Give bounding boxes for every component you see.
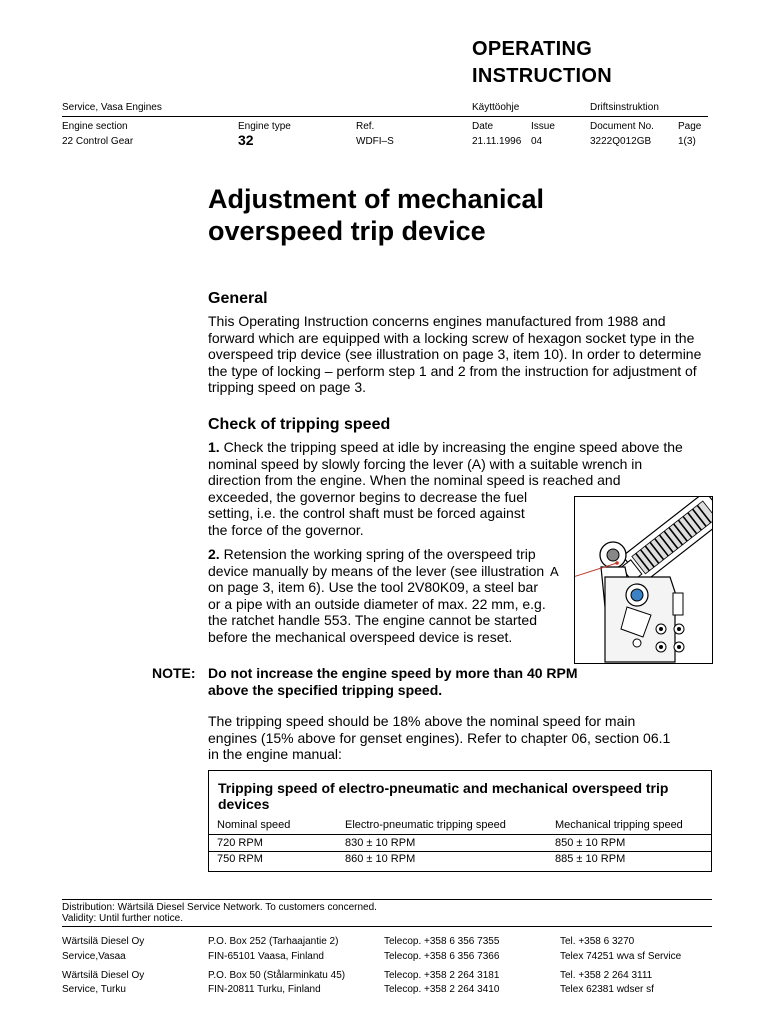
step1-line: 1. Check the tripping speed at idle by increasing the engine speed above the bbox=[208, 439, 683, 455]
ref-value: WDFI–S bbox=[356, 136, 394, 147]
date-value: 21.11.1996 bbox=[472, 136, 522, 147]
document-type-line2: INSTRUCTION bbox=[472, 65, 612, 87]
vasa-telecop-2: Telecop. +358 6 356 7366 bbox=[384, 951, 500, 962]
step1-line: nominal speed by slowly forcing the lever (A) with a suitable wrench in bbox=[208, 455, 643, 472]
finnish-doc-type: Käyttöohje bbox=[472, 102, 520, 113]
tripping-speed-paragraph: The tripping speed should be 18% above the nominal speed for main engines (15% above for genset engines). Refer to chapter 06, section 06.1 in the engine manual: bbox=[208, 713, 671, 762]
table-title: Tripping speed of electro-pneumatic and mechanical overspeed trip devices bbox=[218, 780, 669, 812]
page-title-line2: overspeed trip device bbox=[208, 216, 486, 246]
turku-telex: Telex 62381 wdser sf bbox=[560, 984, 654, 995]
document-type-line1: OPERATING bbox=[472, 38, 593, 60]
step2-line: on page 3, item 6). Use the tool 2V80K09, a steel bar bbox=[208, 579, 538, 595]
issue-value: 04 bbox=[531, 136, 543, 147]
document-no-label: Document No. bbox=[590, 121, 654, 132]
turku-service: Service, Turku bbox=[62, 984, 126, 995]
step2-line: device manually by means of the lever (see illustration bbox=[208, 562, 545, 579]
document-type-title bbox=[472, 36, 612, 90]
page-title-line1: Adjustment of mechanical bbox=[208, 184, 545, 214]
distribution: Distribution: Wärtsilä Diesel Service Network. To customers concerned. bbox=[62, 902, 377, 913]
page-value: 1(3) bbox=[678, 136, 696, 147]
turku-po-box: P.O. Box 50 (Stålarminkatu 45) bbox=[208, 970, 346, 981]
step2-line: before the mechanical overspeed device is reset. bbox=[208, 628, 513, 645]
document-no-value: 3222Q012GB bbox=[590, 136, 652, 147]
turku-telecop-1: Telecop. +358 2 264 3181 bbox=[384, 970, 500, 981]
page-label: Page bbox=[678, 121, 702, 132]
step2-paragraph bbox=[208, 546, 546, 645]
tripping-speed-table bbox=[208, 770, 712, 872]
vasa-telecop-1: Telecop. +358 6 356 7355 bbox=[384, 936, 500, 947]
table-row-divider bbox=[209, 834, 711, 835]
vasa-tel: Tel. +358 6 3270 bbox=[560, 936, 635, 947]
footer-rule-top bbox=[62, 899, 712, 900]
step1-line: the force of the governor. bbox=[208, 521, 364, 538]
table-header-cell: Electro-pneumatic tripping speed bbox=[345, 819, 506, 831]
turku-telecop-2: Telecop. +358 2 264 3410 bbox=[384, 984, 500, 995]
step1-number: 1. bbox=[208, 439, 220, 455]
swedish-doc-type: Driftsinstruktion bbox=[590, 102, 659, 113]
vasa-service: Service,Vasaa bbox=[62, 951, 126, 962]
step1-line: direction from the engine. When the nominal speed is reached and bbox=[208, 472, 621, 488]
step2-line: 2. Retension the working spring of the overspeed trip bbox=[208, 546, 536, 562]
engine-type-label: Engine type bbox=[238, 121, 291, 132]
page-title bbox=[208, 183, 544, 247]
turku-company: Wärtsilä Diesel Oy bbox=[62, 970, 145, 981]
table-row-divider bbox=[209, 851, 711, 852]
step2-number: 2. bbox=[208, 546, 220, 562]
department: Service, Vasa Engines bbox=[62, 102, 162, 113]
footer-rule-bottom bbox=[62, 926, 712, 927]
vasa-company: Wärtsilä Diesel Oy bbox=[62, 936, 145, 947]
vasa-telex: Telex 74251 wva sf Service bbox=[560, 951, 682, 962]
table-cell: 860 ± 10 RPM bbox=[345, 853, 416, 865]
vasa-city: FIN-65101 Vaasa, Finland bbox=[208, 951, 324, 962]
table-cell: 720 RPM bbox=[217, 837, 263, 849]
overspeed-device-drawing bbox=[575, 497, 712, 663]
table-header-cell: Mechanical tripping speed bbox=[555, 819, 683, 831]
table-cell: 885 ± 10 RPM bbox=[555, 853, 626, 865]
engine-section-label: Engine section bbox=[62, 121, 128, 132]
table-cell: 850 ± 10 RPM bbox=[555, 837, 626, 849]
ref-label: Ref. bbox=[356, 121, 375, 132]
general-paragraph: This Operating Instruction concerns engines manufactured from 1988 and forward which are equipped with a locking screw of hexagon socket type in the overspeed trip device (see illustration on page 3, item 10). In order to determine the type of locking – perform step 1 and 2 from the instruction for adjustment of tripping speed on page 3. bbox=[208, 313, 702, 395]
note-label: NOTE: bbox=[152, 665, 196, 681]
engine-type-value: 32 bbox=[238, 132, 254, 148]
issue-label: Issue bbox=[531, 121, 555, 132]
validity: Validity: Until further notice. bbox=[62, 913, 183, 924]
table-cell: 830 ± 10 RPM bbox=[345, 837, 416, 849]
table-header-cell: Nominal speed bbox=[217, 819, 291, 831]
table-cell: 750 RPM bbox=[217, 853, 263, 865]
date-label: Date bbox=[472, 121, 494, 132]
general-heading: General bbox=[208, 290, 268, 307]
turku-city: FIN-20811 Turku, Finland bbox=[208, 984, 321, 995]
step1-line: exceeded, the governor begins to decrease the fuel bbox=[208, 488, 528, 505]
overspeed-trip-illustration bbox=[574, 496, 713, 664]
engine-section-value: 22 Control Gear bbox=[62, 136, 134, 147]
note-text: Do not increase the engine speed by more than 40 RPM above the specified tripping speed. bbox=[208, 665, 578, 698]
step2-line: or a pipe with an outside diameter of max. 22 mm, e.g. bbox=[208, 595, 546, 612]
vasa-po-box: P.O. Box 252 (Tarhaajantie 2) bbox=[208, 936, 339, 947]
check-heading: Check of tripping speed bbox=[208, 416, 391, 433]
step2-line: the ratchet handle 553. The engine cannot be started bbox=[208, 612, 537, 628]
turku-tel: Tel. +358 2 264 3111 bbox=[560, 970, 653, 981]
figure-label-a: A bbox=[550, 564, 559, 579]
step1-line: setting, i.e. the control shaft must be forced against bbox=[208, 505, 525, 521]
header-rule-top bbox=[62, 116, 708, 117]
